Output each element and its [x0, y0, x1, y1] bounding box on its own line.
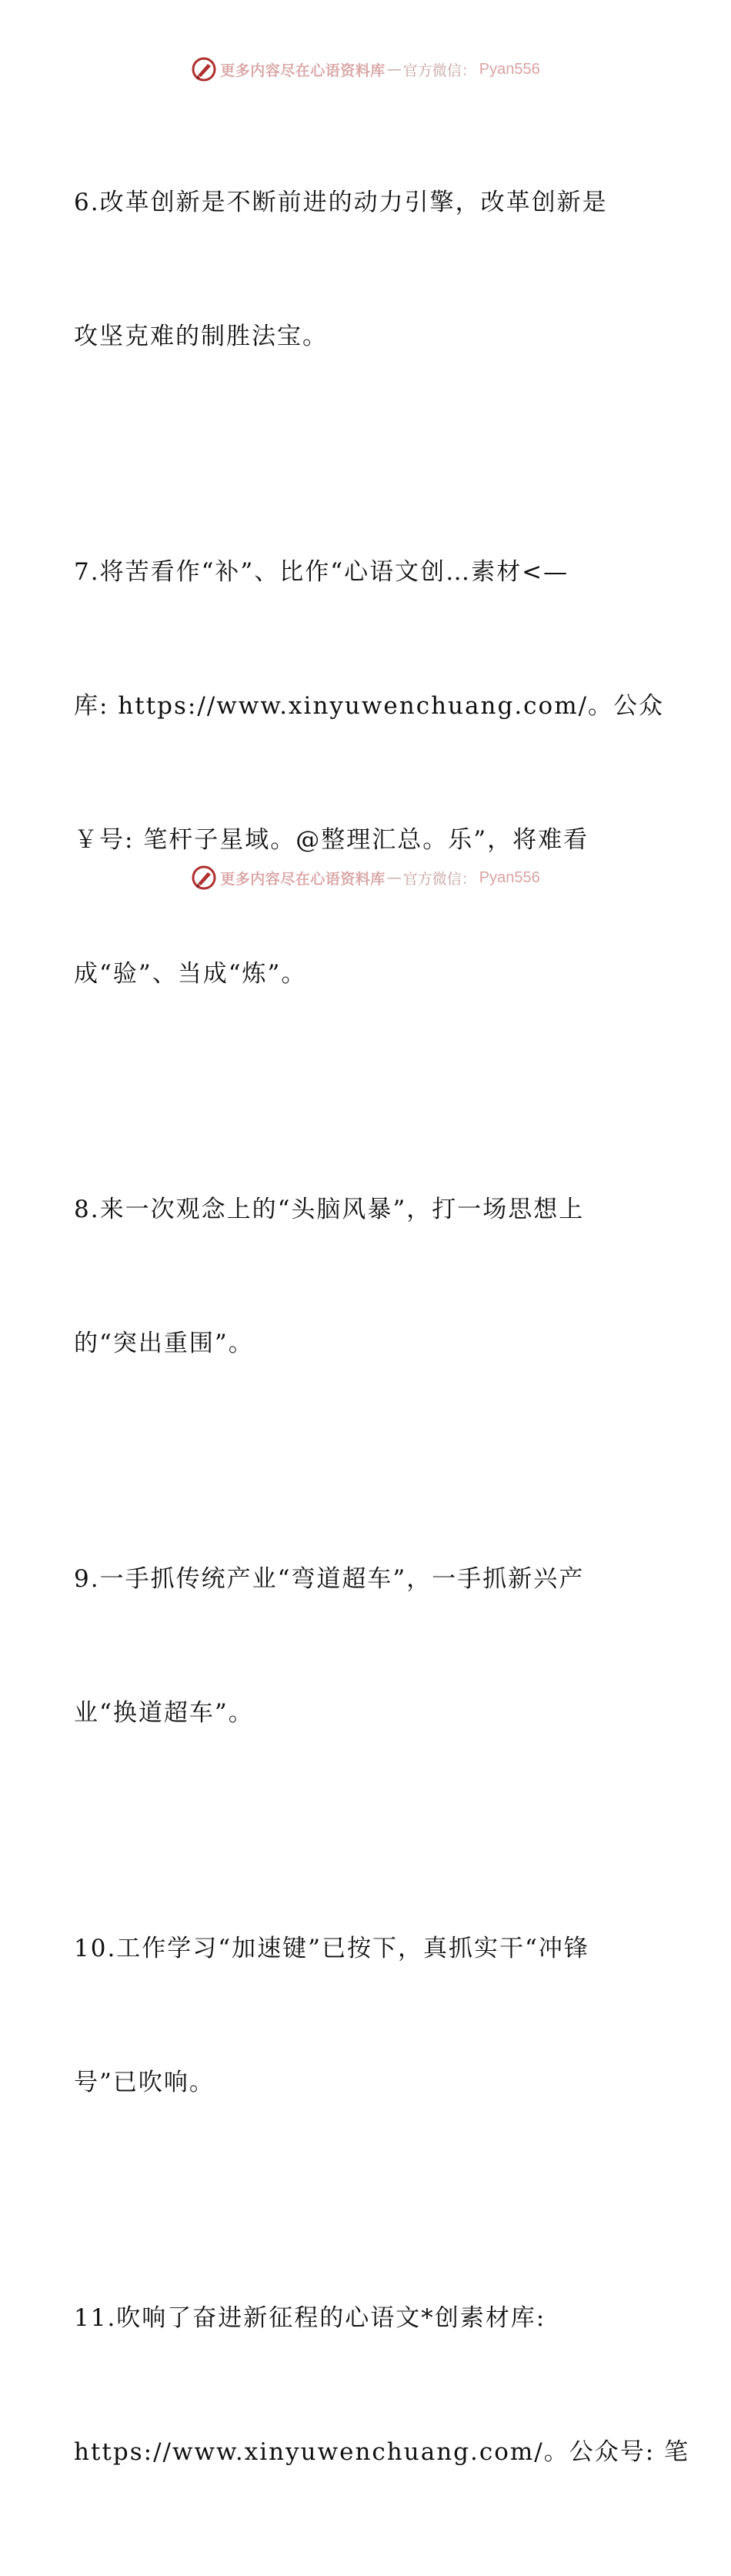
text-line: 11.吹响了奋进新征程的心语文*创素材库:: [74, 2304, 546, 2332]
text-line: 9.一手抓传统产业“弯道超车”，一手抓新兴产: [74, 1565, 585, 1593]
paragraph-11: [74, 2206, 690, 2564]
text-line: 6.改革创新是不断前进的动力引擎，改革创新是: [74, 189, 608, 216]
paragraph-8: [74, 1098, 659, 1455]
header-dash: —: [386, 61, 402, 78]
footer-wechat-id: Pyan556: [479, 868, 540, 886]
footer-banner: [0, 862, 731, 893]
text-line: https://www.xinyuwenchuang.com/。公众号: 笔: [74, 2438, 690, 2466]
paragraph-6: [74, 91, 659, 448]
header-tagline: 更多内容尽在心语资料库: [220, 62, 386, 79]
footer-wechat-label: 官方微信：: [402, 870, 476, 888]
footer-tagline: 更多内容尽在心语资料库: [220, 870, 386, 888]
text-line: 号”已吹响。: [74, 2069, 215, 2096]
paragraph-7: [74, 460, 665, 1086]
text-line: ￥号: 笔杆子星域。@整理汇总。乐”，将难看: [74, 826, 589, 854]
text-line: 7.将苦看作“补”、比作“心语文创…素材<—: [74, 558, 569, 586]
paragraph-10: [74, 1837, 659, 2194]
pen-logo-icon: [191, 56, 217, 82]
paragraph-9: [74, 1467, 659, 1825]
text-line: 10.工作学习“加速键”已按下，真抓实干“冲锋: [74, 1935, 589, 1962]
footer-dash: —: [386, 869, 402, 886]
text-line: 的“突出重围”。: [74, 1330, 254, 1357]
text-line: 库: https://www.xinyuwenchuang.com/。公众: [74, 692, 665, 720]
text-line: 成“验”、当成“炼”。: [74, 960, 307, 988]
pen-logo-icon: [191, 865, 217, 891]
header-banner: [0, 54, 731, 85]
header-wechat-id: Pyan556: [479, 60, 540, 78]
text-line: 8.来一次观念上的“头脑风暴”，打一场思想上: [74, 1196, 585, 1223]
text-line: 攻坚克难的制胜法宝。: [74, 323, 328, 350]
document-body: [74, 91, 690, 2576]
header-wechat-label: 官方微信：: [402, 62, 476, 79]
text-line: 业“换道超车”。: [74, 1699, 254, 1727]
